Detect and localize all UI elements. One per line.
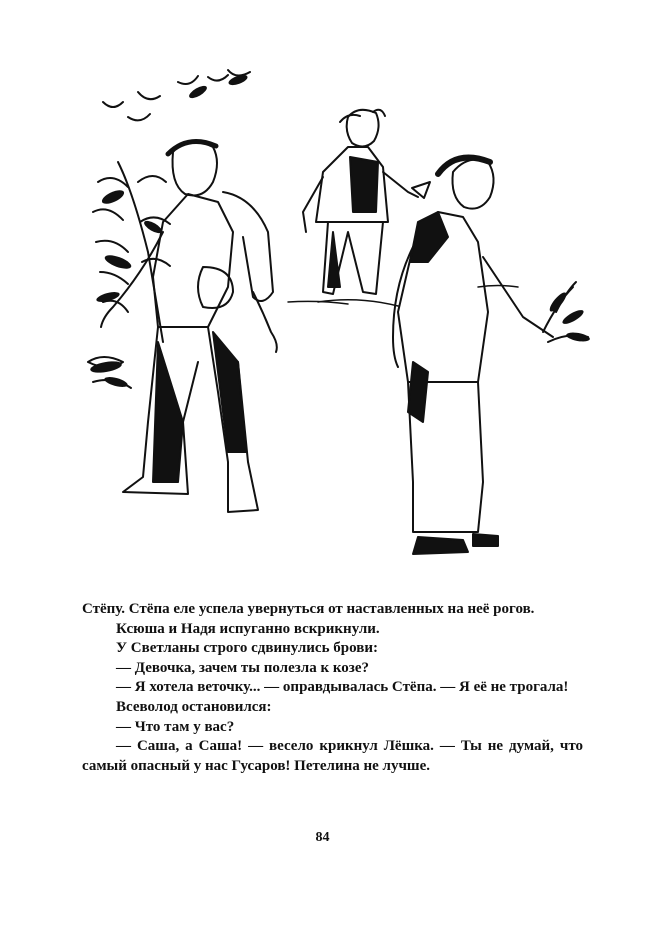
paragraph-5: — Я хотела веточку... — оправдывалась Стёпа. — Я её не трогала! — [116, 679, 569, 696]
paragraph-4: — Девочка, зачем ты полезла к козе? — [116, 659, 369, 676]
figure-boy — [101, 142, 277, 513]
paragraph-8: — Саша, а Саша! — весело крикнул Лёшка. — Ты не думай, что самый опасный у нас Гусаров! Петелина не лучше. — [82, 738, 583, 774]
paragraph-3: У Светланы строго сдвинулись брови: — [116, 640, 378, 657]
paragraph-7: — Что там у вас? — [116, 718, 235, 735]
paragraph-6: Всеволод остановился: — [116, 698, 272, 715]
paragraph-2: Ксюша и Надя испуганно вскрикнули. — [116, 620, 380, 637]
book-illustration — [78, 62, 598, 572]
page-number: 84 — [315, 830, 330, 845]
figure-girl-with-branch — [393, 158, 588, 554]
foliage-left — [88, 70, 250, 388]
paragraph-1: Стёпу. Стёпа еле успела увернуться от наставленных на неё рогов. — [82, 601, 535, 617]
body-text — [82, 600, 583, 776]
